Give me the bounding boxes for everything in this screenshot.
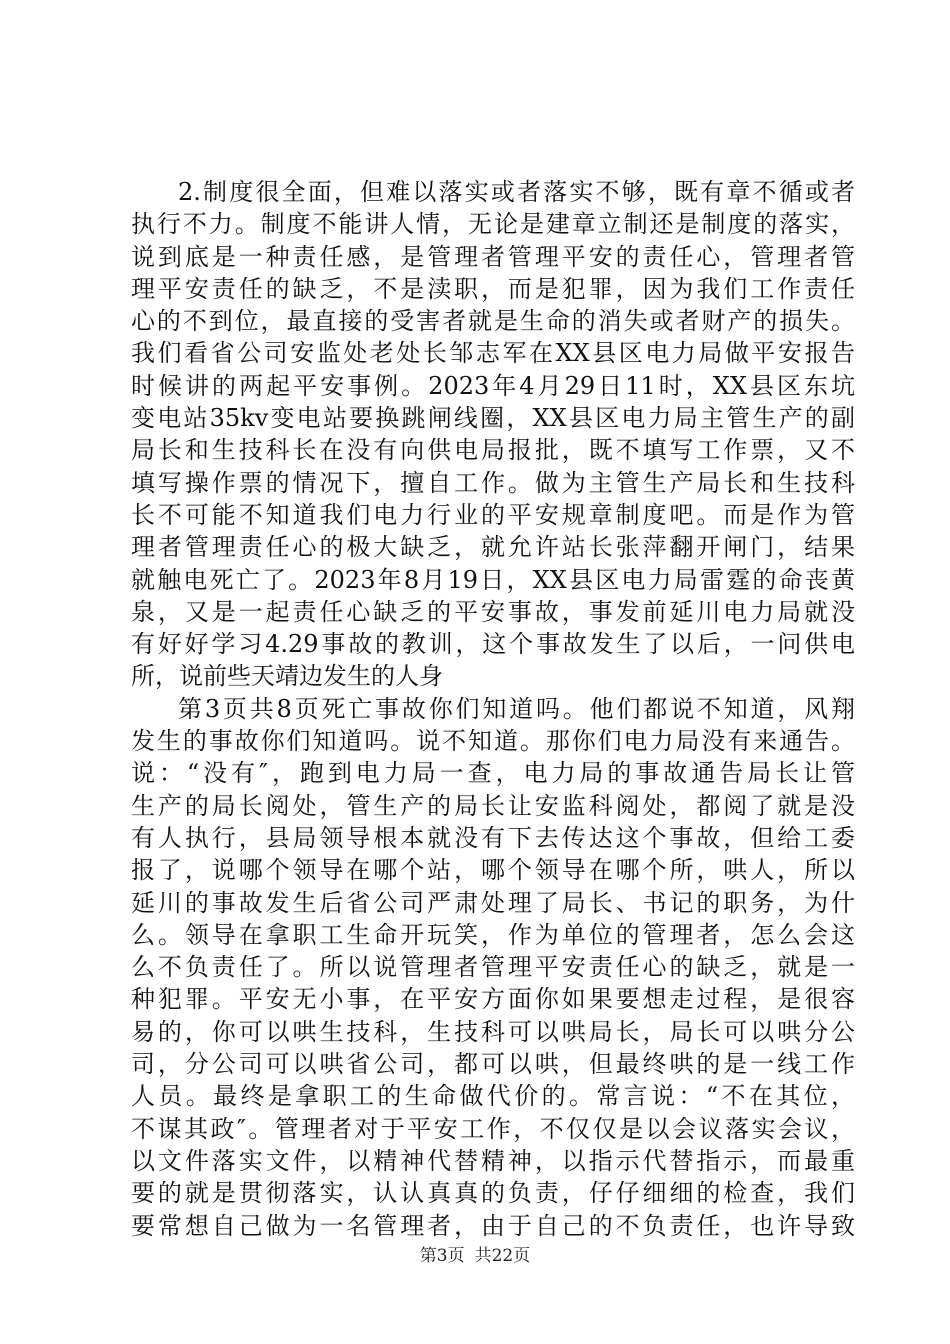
text-line: 填写操作票的情况下，擅自工作。做为主管生产局长和生技科 <box>131 468 855 497</box>
text-line: 2.制度很全面，但难以落实或者落实不够，既有章不循或者 <box>178 178 855 206</box>
page-total: 共22页 <box>474 1246 531 1266</box>
text-line: 延川的事故发生后省公司严肃处理了局长、书记的职务，为什 <box>131 888 855 917</box>
text-line: 发生的事故你们知道吗。说不知道。那你们电力局没有来通告。 <box>131 727 855 756</box>
body-text <box>131 176 855 1242</box>
text-line: 时候讲的两起平安事例。2023年4月29日11时，XX县区东坑 <box>131 371 855 400</box>
text-line: 司，分公司可以哄省公司，都可以哄，但最终哄的是一线工作 <box>131 1050 855 1079</box>
text-line: 长不可能不知道我们电力行业的平安规章制度吧。而是作为管 <box>131 500 855 529</box>
text-line: 不谋其政″。管理者对于平安工作，不仅仅是以会议落实会议， <box>131 1114 855 1143</box>
text-line: 心的不到位，最直接的受害者就是生命的消失或者财产的损失。 <box>131 307 855 336</box>
text-line: 易的，你可以哄生技科，生技科可以哄局长，局长可以哄分公 <box>131 1017 855 1046</box>
text-line: 说：“没有″，跑到电力局一查，电力局的事故通告局长让管 <box>131 759 855 788</box>
text-line: 有好好学习4.29事故的教训，这个事故发生了以后，一问供电 <box>131 630 855 659</box>
text-line: 我们看省公司安监处老处长邹志军在XX县区电力局做平安报告 <box>131 339 855 368</box>
text-line: 种犯罪。平安无小事，在平安方面你如果要想走过程，是很容 <box>131 985 855 1014</box>
text-line: 理平安责任的缺乏，不是渎职，而是犯罪，因为我们工作责任 <box>131 274 855 303</box>
text-line: 执行不力。制度不能讲人情，无论是建章立制还是制度的落实， <box>131 210 855 239</box>
text-line: 局长和生技科长在没有向供电局报批，既不填写工作票，又不 <box>131 436 855 465</box>
text-line: 所，说前些天靖边发生的人身 <box>131 662 443 691</box>
page-number: 第3页 <box>419 1246 465 1266</box>
text-line: 人员。最终是拿职工的生命做代价的。常言说：“不在其位， <box>131 1082 855 1111</box>
text-line: 变电站35kv变电站要换跳闸线圈，XX县区电力局主管生产的副 <box>131 404 855 433</box>
text-line: 第3页共8页死亡事故你们知道吗。他们都说不知道，风翔 <box>178 694 855 723</box>
text-line: 要的就是贯彻落实，认认真真的负责，仔仔细细的检查，我们 <box>131 1179 855 1208</box>
text-line: 么。领导在拿职工生命开玩笑，作为单位的管理者，怎么会这 <box>131 920 855 949</box>
text-line: 生产的局长阅处，管生产的局长让安监科阅处，都阅了就是没 <box>131 791 855 820</box>
text-line: 就触电死亡了。2023年8月19日，XX县区电力局雷霆的命丧黄 <box>131 565 855 594</box>
page-footer <box>0 1245 950 1267</box>
text-line: 要常想自己做为一名管理者，由于自己的不负责任，也许导致 <box>131 1211 855 1240</box>
text-line: 理者管理责任心的极大缺乏，就允许站长张萍翻开闸门，结果 <box>131 533 855 562</box>
text-line: 说到底是一种责任感，是管理者管理平安的责任心，管理者管 <box>131 242 855 271</box>
text-line: 泉，又是一起责任心缺乏的平安事故，事发前延川电力局就没 <box>131 597 855 626</box>
text-line: 么不负责任了。所以说管理者管理平安责任心的缺乏，就是一 <box>131 953 855 982</box>
text-line: 报了，说哪个领导在哪个站，哪个领导在哪个所，哄人，所以 <box>131 856 855 885</box>
text-line: 以文件落实文件，以精神代替精神，以指示代替指示，而最重 <box>131 1146 855 1175</box>
text-line: 有人执行，县局领导根本就没有下去传达这个事故，但给工委 <box>131 823 855 852</box>
